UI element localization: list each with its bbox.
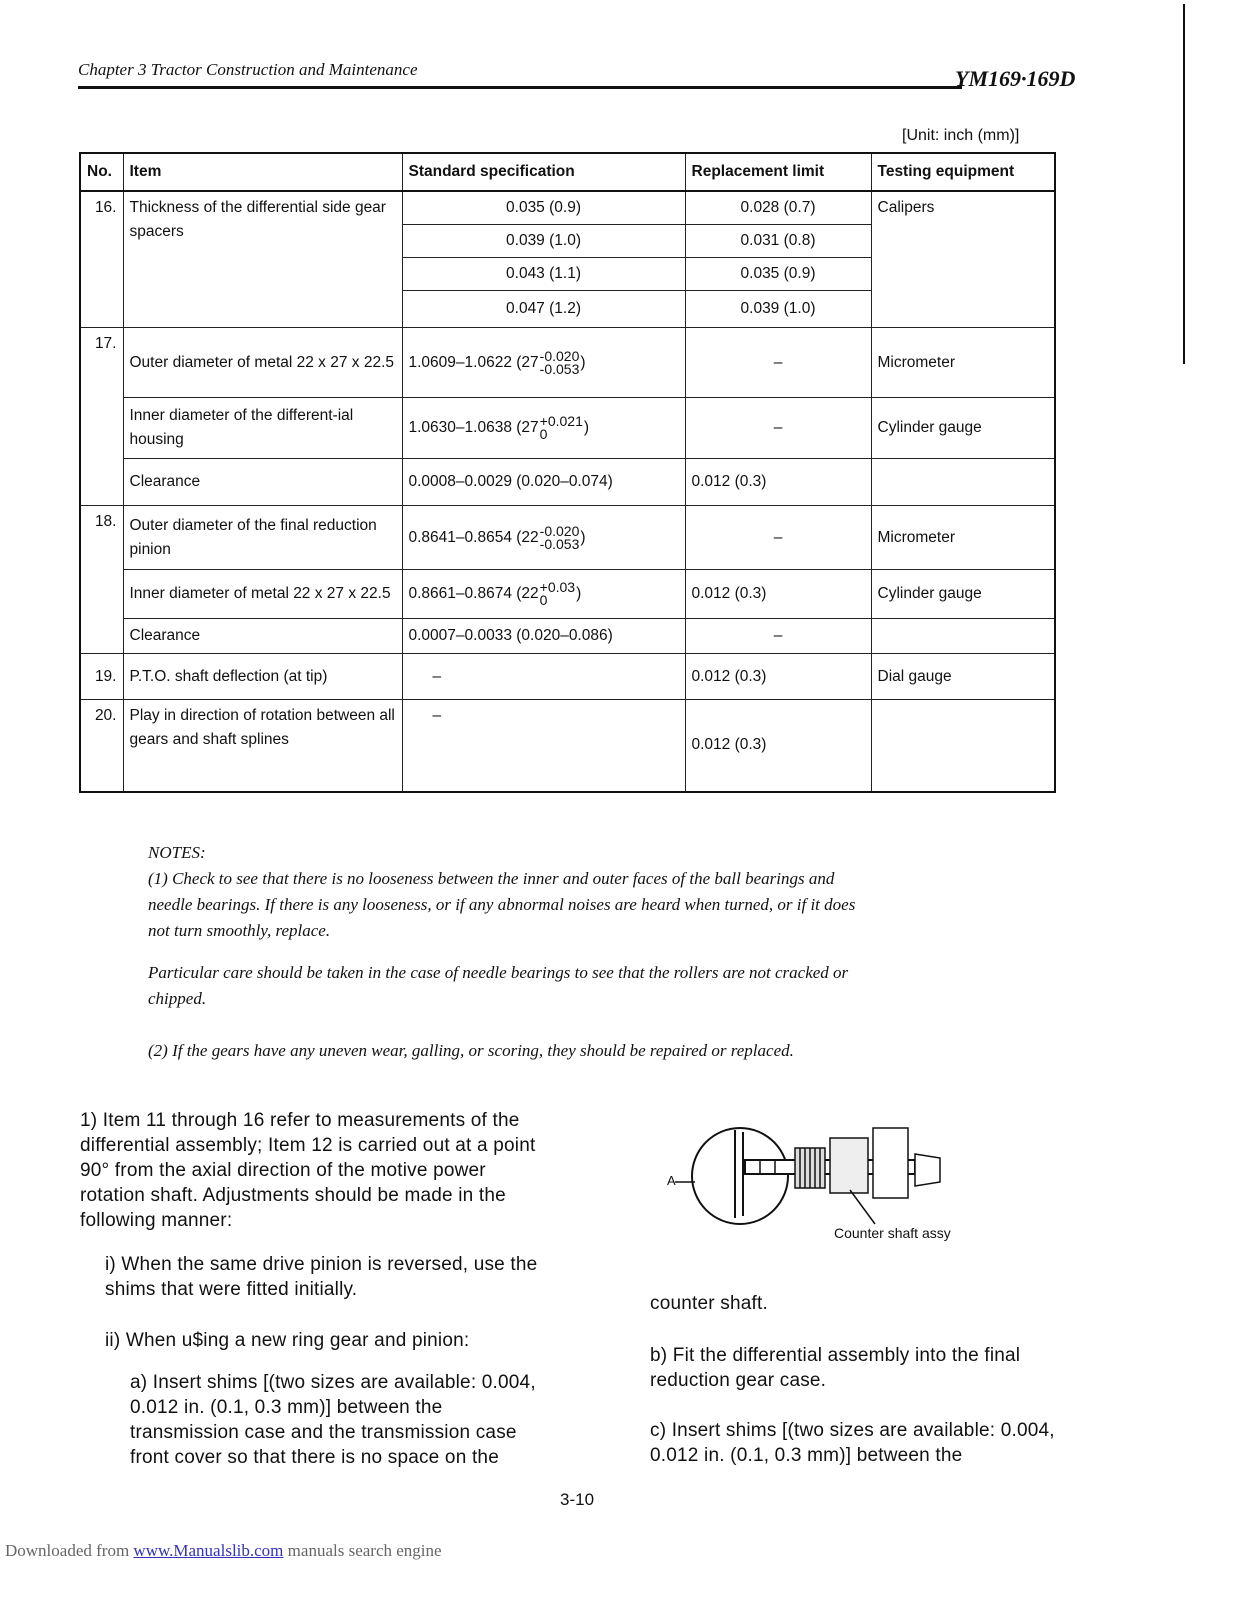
header-item: Item bbox=[123, 153, 402, 191]
row-number: 20. bbox=[80, 700, 123, 792]
limit-cell: 0.028 (0.7) bbox=[685, 191, 871, 225]
equipment-cell bbox=[871, 700, 1055, 792]
table-row bbox=[80, 570, 1055, 619]
equipment-cell: Dial gauge bbox=[871, 654, 1055, 700]
item-text: Outer diameter of metal 22 x 27 x 22.5 bbox=[123, 328, 402, 398]
tolerance bbox=[539, 347, 580, 377]
tolerance-lower: 0 bbox=[539, 592, 548, 608]
item-text: P.T.O. shaft deflection (at tip) bbox=[123, 654, 402, 700]
scan-edge-line bbox=[1183, 4, 1185, 364]
item-text: Clearance bbox=[123, 619, 402, 654]
item-text: Outer diameter of the final reduction pinion bbox=[123, 506, 402, 570]
table-header-row bbox=[80, 153, 1055, 191]
table-row bbox=[80, 506, 1055, 570]
spec-cell: 0.8661–0.8674 (22 +0.03 0 ) bbox=[402, 570, 685, 619]
limit-cell: 0.031 (0.8) bbox=[685, 225, 871, 258]
spec-cell: 0.035 (0.9) bbox=[402, 191, 685, 225]
paragraph-ii: ii) When u$ing a new ring gear and pinion: bbox=[105, 1330, 470, 1351]
note-1: (1) Check to see that there is no looseness between the inner and outer faces of the ball bearings and needle bearings. If there is any looseness, or if any abnormal noises are heard when turned, or if it does not turn smoothly, replace. bbox=[148, 869, 856, 940]
header-no: No. bbox=[80, 153, 123, 191]
tolerance bbox=[539, 522, 580, 552]
spec-cell: – bbox=[402, 700, 685, 792]
limit-cell: 0.012 (0.3) bbox=[685, 654, 871, 700]
tolerance-lower: -0.053 bbox=[539, 535, 580, 552]
row-number: 17. bbox=[80, 328, 123, 506]
paragraph-b: b) Fit the differential assembly into the final reduction gear case. bbox=[650, 1345, 1021, 1391]
row-number: 18. bbox=[80, 506, 123, 654]
equipment-cell: Cylinder gauge bbox=[871, 398, 1055, 459]
limit-cell: – bbox=[685, 619, 871, 654]
spec-cell: 0.0007–0.0033 (0.020–0.086) bbox=[402, 619, 685, 654]
limit-cell: 0.039 (1.0) bbox=[685, 291, 871, 328]
limit-cell: 0.035 (0.9) bbox=[685, 258, 871, 291]
notes-title: NOTES: bbox=[148, 843, 206, 862]
paragraph-i: i) When the same drive pinion is reversed, use the shims that were fitted initially. bbox=[105, 1254, 538, 1300]
header-replacement-limit: Replacement limit bbox=[685, 153, 871, 191]
row-number: 19. bbox=[80, 654, 123, 700]
page-number: 3-10 bbox=[560, 1490, 595, 1509]
limit-cell: 0.012 (0.3) bbox=[685, 570, 871, 619]
limit-cell: – bbox=[685, 398, 871, 459]
equipment-cell: Calipers bbox=[871, 191, 1055, 328]
download-footer bbox=[5, 1541, 442, 1561]
item-text: Inner diameter of the different-ial housing bbox=[123, 398, 402, 459]
spec-cell: 1.0630–1.0638 (27 +0.021 0 ) bbox=[402, 398, 685, 459]
item-text: Clearance bbox=[123, 459, 402, 506]
item-text: Play in direction of rotation between all gears and shaft splines bbox=[123, 700, 402, 792]
equipment-cell bbox=[871, 619, 1055, 654]
spec-cell: 0.039 (1.0) bbox=[402, 225, 685, 258]
item-text: Thickness of the differential side gear spacers bbox=[123, 191, 402, 328]
spec-cell: 0.0008–0.0029 (0.020–0.074) bbox=[402, 459, 685, 506]
spec-base: 1.0609–1.0622 (27 bbox=[408, 353, 539, 371]
spec-cell: – bbox=[402, 654, 685, 700]
spec-cell: 0.047 (1.2) bbox=[402, 291, 685, 328]
tolerance bbox=[540, 581, 575, 607]
unit-note: [Unit: inch (mm)] bbox=[902, 127, 1020, 144]
limit-cell: – bbox=[685, 328, 871, 398]
chapter-title: Chapter 3 Tractor Construction and Maintenance bbox=[78, 60, 418, 79]
footer-suffix: manuals search engine bbox=[283, 1541, 442, 1560]
table-row bbox=[80, 459, 1055, 506]
figure-caption: Counter shaft assy bbox=[834, 1225, 951, 1241]
note-1-continued: Particular care should be taken in the case of needle bearings to see that the rollers are not cracked or chipped. bbox=[148, 963, 849, 1008]
tolerance-upper: +0.021 bbox=[539, 413, 583, 429]
spec-cell: 0.8641–0.8654 (22 -0.020 -0.053 ) bbox=[402, 506, 685, 570]
limit-cell: 0.012 (0.3) bbox=[685, 700, 871, 792]
equipment-cell bbox=[871, 459, 1055, 506]
spec-base: 0.8641–0.8654 (22 bbox=[408, 528, 539, 546]
table-row bbox=[80, 191, 1055, 225]
paragraph-counter-shaft: counter shaft. bbox=[650, 1293, 768, 1314]
table-row bbox=[80, 619, 1055, 654]
spec-base: 0.8661–0.8674 (22 bbox=[408, 585, 539, 603]
limit-cell: 0.012 (0.3) bbox=[685, 459, 871, 506]
paragraph-a: a) Insert shims [(two sizes are available: 0.004, 0.012 in. (0.1, 0.3 mm)] between the transmission case and the transmission case front cover so that there is no space on the bbox=[130, 1372, 536, 1468]
header-standard-spec: Standard specification bbox=[402, 153, 685, 191]
tolerance bbox=[540, 415, 583, 441]
tolerance-upper: -0.020 bbox=[539, 347, 580, 364]
tolerance-upper: +0.03 bbox=[539, 579, 576, 595]
notes-block bbox=[148, 840, 868, 1080]
figure-label-a: A bbox=[667, 1173, 676, 1188]
spec-cell: 1.0609–1.0622 (27 -0.020 -0.053 ) bbox=[402, 328, 685, 398]
header-testing-equipment: Testing equipment bbox=[871, 153, 1055, 191]
paragraph-c: c) Insert shims [(two sizes are available: 0.004, 0.012 in. (0.1, 0.3 mm)] between the bbox=[650, 1420, 1055, 1466]
item-text: Inner diameter of metal 22 x 27 x 22.5 bbox=[123, 570, 402, 619]
table-row bbox=[80, 654, 1055, 700]
model-code: YM169·169D bbox=[955, 66, 1076, 91]
tolerance-lower: 0 bbox=[539, 426, 548, 442]
manualslib-link[interactable]: www.Manualslib.com bbox=[133, 1541, 284, 1560]
footer-prefix: Downloaded from bbox=[5, 1541, 134, 1560]
table-row bbox=[80, 700, 1055, 792]
table-row bbox=[80, 398, 1055, 459]
spec-table bbox=[79, 152, 1056, 793]
note-2: (2) If the gears have any uneven wear, galling, or scoring, they should be repaired or replaced. bbox=[148, 1041, 794, 1060]
tolerance-lower: -0.053 bbox=[539, 360, 580, 377]
limit-cell: – bbox=[685, 506, 871, 570]
row-number: 16. bbox=[80, 191, 123, 328]
spec-base: 1.0630–1.0638 (27 bbox=[408, 419, 539, 437]
equipment-cell: Cylinder gauge bbox=[871, 570, 1055, 619]
counter-shaft-diagram bbox=[665, 1118, 955, 1228]
spec-cell: 0.043 (1.1) bbox=[402, 258, 685, 291]
paragraph-1: 1) Item 11 through 16 refer to measurements of the differential assembly; Item 12 is carried out at a point 90° from the axial direction of the motive power rotation shaft. Adjustments should be made in the following manner: bbox=[80, 1110, 536, 1231]
tolerance-upper: -0.020 bbox=[539, 522, 580, 539]
equipment-cell: Micrometer bbox=[871, 506, 1055, 570]
table-row bbox=[80, 328, 1055, 398]
equipment-cell: Micrometer bbox=[871, 328, 1055, 398]
header-rule bbox=[78, 86, 962, 89]
